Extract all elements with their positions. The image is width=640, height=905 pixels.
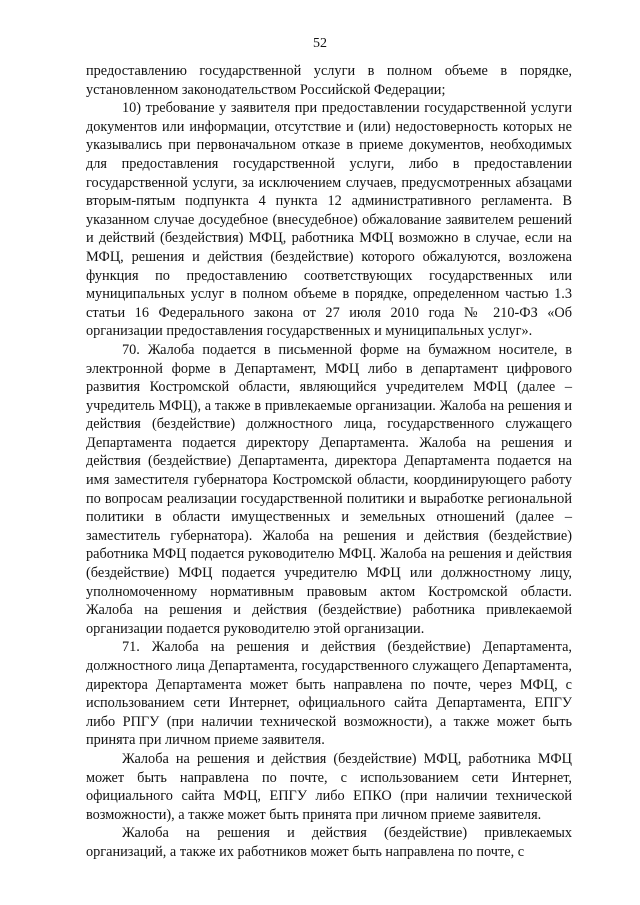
paragraph-71: 71. Жалоба на решения и действия (бездействие) Департамента, должностного лица Департамента, государственного служащего Департамента, директора Департамента может быть направлена по почте, через МФЦ, с использованием сети Интернет, официального сайта Департамента, ЕПГУ либо РПГУ (при наличии технической возможности), а также может быть принята при личном приеме заявителя.	[86, 639, 572, 749]
paragraph-item-10: 10) требование у заявителя при предоставлении государственной услуги документов или информации, отсутствие и (или) недостоверность которых не указывались при первоначальном отказе в приеме документов, необходимых для предоставления государственной услуги, либо в предоставлении государственной услуги, за исключением случаев, предусмотренных абзацами вторым-пятым подпункта 4 пункта 12 административного регламента. В указанном случае досудебное (внесудебное) обжалование заявителем решений и действий (бездействия) МФЦ, работника МФЦ возможно в случае, если на МФЦ, решения и действия (бездействие) которого обжалуются, возложена функция по предоставлению соответствующих государственных или муниципальных услуг в полном объеме в порядке, определенном частью 1.3 статьи 16 Федерального закона от 27 июля 2010 года № 210-ФЗ «Об организации предоставления государственных и муниципальных услуг».	[86, 100, 572, 340]
paragraph-mfc-complaint: Жалоба на решения и действия (бездействие) МФЦ, работника МФЦ может быть направлена по почте, с использованием сети Интернет, официального сайта МФЦ, ЕПГУ либо ЕПКО (при наличии технической возможности), а также может быть принята при личном приеме заявителя.	[86, 750, 572, 823]
paragraph-continuation: предоставлению государственной услуги в полном объеме в порядке, установленном законодательством Российской Федерации;	[86, 63, 572, 98]
paragraph-70: 70. Жалоба подается в письменной форме на бумажном носителе, в электронной форме в Департамент, МФЦ либо в департамент цифрового развития Костромской области, являющийся учредителем МФЦ (далее – учредитель МФЦ), а также в привлекаемые организации. Жалоба на решения и действия (бездействие) должностного лица, государственного служащего Департамента подается директору Департамента. Жалоба на решения и действия (бездействие) Департамента, директора Департамента подается на имя заместителя губернатора Костромской области, координирующего работу по вопросам реализации государственной политики и выработке региональной политики в области имущественных и земельных отношений (далее – заместитель губернатора). Жалоба на решения и действия (бездействие) работника МФЦ подается руководителю МФЦ. Жалоба на решения и действия (бездействие) МФЦ подается учредителю МФЦ или должностному лицу, уполномоченному нормативным правовым актом Костромской области. Жалоба на решения и действия (бездействие) работника привлекаемой организации подается руководителю этой организации.	[86, 341, 572, 637]
paragraph-organizations-complaint: Жалоба на решения и действия (бездействие) привлекаемых организаций, а также их работников может быть направлена по почте, с	[86, 825, 572, 860]
page-number: 52	[313, 36, 327, 51]
document-body	[86, 62, 572, 862]
